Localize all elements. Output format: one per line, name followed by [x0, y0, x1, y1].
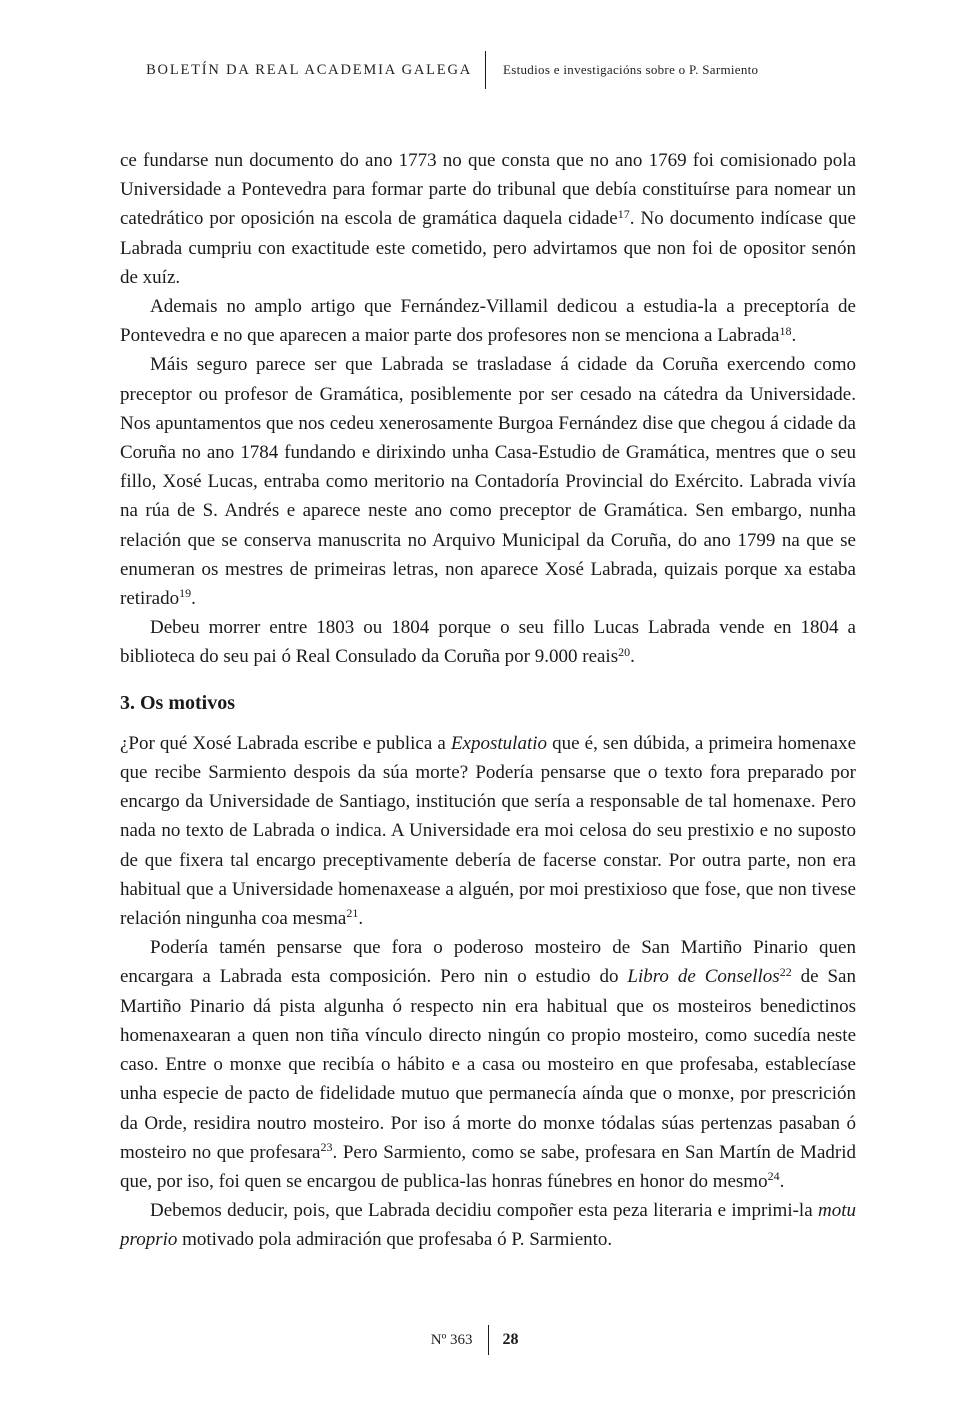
page-footer [0, 1325, 975, 1355]
text-run: . [630, 646, 635, 668]
text-run: Ademais no amplo artigo que Fernández-Villamil dedicou a estudia-la a preceptoría de Pontevedra e no que aparecen a maior parte dos profesores non se menciona a Labrada [120, 296, 856, 347]
text-run: . [191, 588, 196, 610]
issue-label: Nº 363 [430, 1331, 473, 1348]
paragraph [120, 292, 856, 350]
text-run: Podería tamén pensarse que fora o poderoso mosteiro de San Martiño Pinario quen encargara a Labrada esta composición. Pero nin o estudio do [120, 937, 856, 988]
italic-text: motu proprio [120, 1200, 856, 1251]
text-run: Máis seguro parece ser que Labrada se trasladase á cidade da Coruña exercendo como preceptor ou profesor de Gramática, posiblemente por ser cesado na cátedra da Universidade. Nos apuntamentos que nos cedeu xenerosamente Burgoa Fernández dise que chegou á cidade da Coruña no ano 1784 fundando e dirixindo unha Casa-Estudio de Gramática, mentres que o seu fillo, Xosé Lucas, entraba como meritorio na Contadoría Provincial do Exército. Labrada vivía na rúa de S. Andrés e aparece neste ano como preceptor de Gramática. Sen embargo, nunha relación que se conserva manuscrita no Arquivo Municipal da Coruña, do ano 1799 na que se enumeran os mestres de primeiras letras, non aparece Xosé Labrada, quizais porque xa estaba retirado [120, 354, 856, 610]
text-run: . [791, 325, 797, 347]
footnote-ref: 21 [346, 906, 359, 921]
footnote-ref: 24 [767, 1169, 780, 1184]
footnote-ref: 17 [617, 206, 630, 221]
text-run: ¿Por qué Xosé Labrada escribe e publica a [120, 732, 451, 754]
journal-title: BOLETÍN DA REAL ACADEMIA GALEGA [146, 61, 472, 78]
text-run: . [779, 1170, 785, 1192]
footnote-ref: 19 [179, 586, 192, 601]
paragraph [120, 350, 856, 613]
footnote-ref: 22 [779, 964, 792, 979]
paragraph [120, 146, 856, 292]
paragraph [120, 729, 856, 933]
italic-text: Expostulatio [450, 732, 548, 754]
article-title: Estudios e investigacións sobre o P. Sarmiento [503, 62, 759, 77]
text-run: . Pero Sarmiento, como se sabe, profesara en San Martín de Madrid que, por iso, foi quen se encargou de publica-las honras fúnebres en honor do mesmo [120, 1141, 856, 1192]
text-run: Debeu morrer entre 1803 ou 1804 porque o seu fillo Lucas Labrada vende en 1804 a biblioteca do seu pai ó Real Consulado da Coruña por 9.000 reais [120, 617, 856, 668]
section-heading: 3. Os motivos [120, 691, 235, 714]
text-run: Debemos deducir, pois, que Labrada decidiu compoñer esta peza literaria e imprimi-la [150, 1200, 818, 1222]
footnote-ref: 18 [779, 323, 792, 338]
page-header [0, 51, 975, 89]
text-run: motivado pola admiración que profesaba ó P. Sarmiento. [177, 1229, 613, 1251]
text-run: que é, sen dúbida, a primeira homenaxe que recibe Sarmiento despois da súa morte? Podería pensarse que o texto fora preparado por encargo da Universidade de Santiago, institución que sería a responsable de tal homenaxe. Pero nada no texto de Labrada o indica. A Universidade era moi celosa do seu prestixio e no suposto de que fixera tal encargo preceptivamente debería de facerse constar. Por outra parte, non era habitual que a Universidade homenaxease a alguén, por moi prestixioso que fose, que non tivese relación ningunha coa mesma [120, 732, 856, 930]
text-run: ce fundarse nun documento do ano 1773 no que consta que no ano 1769 foi comisionado pola Universidade a Pontevedra para formar parte do tribunal que debía constituírse para nomear un catedrático por oposición na escola de gramática daquela cidade [120, 150, 856, 230]
paragraph [120, 933, 856, 1196]
footnote-ref: 23 [320, 1140, 333, 1155]
text-run: . No documento indícase que Labrada cumpriu con exactitude este cometido, pero advirtamos que non foi de opositor senón de xuíz. [120, 208, 856, 288]
text-run: . [358, 908, 364, 930]
page-number: 28 [502, 1331, 519, 1348]
body-text [120, 146, 856, 1255]
paragraph [120, 613, 856, 671]
paragraph [120, 1196, 856, 1254]
italic-text: Libro de Consellos [627, 966, 780, 988]
text-run: de San Martiño Pinario dá pista algunha ó respecto nin era habitual que os mosteiros benedictinos homenaxearan a quen non tiña vínculo directo ningún co propio mosteiro, como sucedía neste caso. Entre o monxe que recibía o hábito e a casa ou mosteiro en que profesaba, establecíase unha especie de pacto de fidelidade mutuo que permanecía aínda que o monxe, por prescrición da Orde, residira noutro mosteiro. Por iso á morte do monxe tódalas súas pertenzas pasaban ó mosteiro no que profesara [120, 966, 856, 1163]
footnote-ref: 20 [618, 644, 631, 659]
